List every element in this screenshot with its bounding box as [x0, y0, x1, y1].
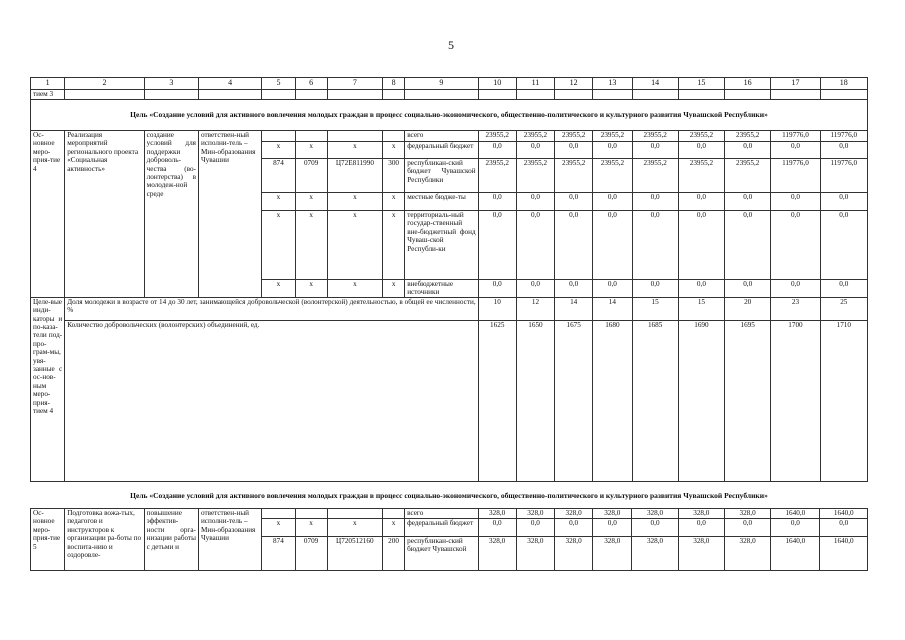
funding-value: 0,0	[678, 280, 724, 298]
empty-cell	[295, 90, 327, 100]
funding-value: 0,0	[820, 142, 867, 159]
funding-source: территориаль-ный государ-ственный вне-бюджетный фонд Чуваш-ской Республи-ки	[405, 211, 478, 280]
target-article-code: x	[327, 280, 382, 298]
funding-value: 328,0	[554, 537, 592, 571]
funding-value: 0,0	[820, 519, 868, 537]
funding-value: 0,0	[555, 193, 593, 211]
funding-value: 1640,0	[820, 509, 868, 519]
continuation-text: тием 3	[31, 90, 65, 100]
grbs-code: x	[262, 142, 295, 159]
empty-cell	[144, 90, 198, 100]
indicator-name: Количество добровольческих (волонтерских) объединений, ед.	[65, 320, 478, 481]
funding-value: 23955,2	[593, 159, 632, 193]
funding-value: 328,0	[632, 509, 678, 519]
column-header: 17	[771, 78, 820, 90]
indicator-value: 12	[516, 297, 554, 320]
funding-row	[31, 509, 868, 519]
grbs-code: x	[262, 519, 295, 537]
grbs-code	[262, 131, 295, 142]
funding-source: федеральный бюджет	[405, 142, 478, 159]
indicator-value: 25	[820, 297, 867, 320]
indicator-value: 1650	[516, 320, 554, 481]
funding-value: 0,0	[593, 280, 632, 298]
section-code: x	[295, 280, 327, 298]
funding-value: 0,0	[516, 142, 554, 159]
indicator-value: 20	[725, 297, 771, 320]
funding-value: 0,0	[771, 142, 820, 159]
event-goal: создание условий для поддержки доброволь-чества (во-лонтерства) в молодеж-ной среде	[144, 131, 198, 298]
goal-title: Цель «Создание условий для активного вовлечения молодых граждан в процесс социально-экономического, общественно-политического и культурного развития Чувашской Республики»	[31, 100, 868, 131]
funding-value: 0,0	[478, 142, 516, 159]
column-header: 15	[678, 78, 724, 90]
funding-source: внебюджетные источники	[405, 280, 478, 298]
expense-group-code: 300	[383, 159, 405, 193]
empty-cell	[262, 90, 295, 100]
funding-value: 0,0	[554, 519, 592, 537]
funding-value: 328,0	[593, 537, 632, 571]
funding-value: 119776,0	[820, 159, 867, 193]
event-number: Ос-новное меро-прия-тие 4	[31, 131, 65, 298]
funding-value: 1640,0	[771, 537, 820, 571]
funding-source: республикан-ский бюджет Чувашской	[405, 537, 478, 571]
funding-value: 328,0	[554, 509, 592, 519]
target-article-code: x	[327, 142, 382, 159]
funding-value: 0,0	[725, 211, 771, 280]
funding-value: 23955,2	[555, 159, 593, 193]
funding-value: 328,0	[632, 537, 678, 571]
indicator-value: 15	[632, 297, 678, 320]
empty-cell	[516, 90, 554, 100]
funding-source: республикан-ский бюджет Чувашской Республики	[405, 159, 478, 193]
empty-cell	[771, 90, 820, 100]
empty-cell	[820, 90, 867, 100]
funding-value: 0,0	[820, 211, 867, 280]
funding-value: 0,0	[725, 142, 771, 159]
column-header: 12	[555, 78, 593, 90]
expense-group-code: x	[383, 211, 405, 280]
funding-value: 328,0	[516, 509, 554, 519]
indicator-value: 1675	[555, 320, 593, 481]
funding-value: 0,0	[771, 280, 820, 298]
column-header: 14	[632, 78, 678, 90]
funding-value: 23955,2	[478, 159, 516, 193]
grbs-code: 874	[262, 537, 295, 571]
funding-value: 23955,2	[516, 159, 554, 193]
empty-cell	[327, 90, 382, 100]
funding-value: 23955,2	[632, 131, 678, 142]
indicator-value: 1700	[771, 320, 820, 481]
funding-value: 0,0	[725, 193, 771, 211]
empty-cell	[65, 90, 144, 100]
column-header-row	[31, 78, 868, 90]
funding-value: 328,0	[478, 537, 516, 571]
funding-value: 23955,2	[478, 131, 516, 142]
funding-value: 1640,0	[820, 537, 868, 571]
funding-value: 328,0	[478, 509, 516, 519]
funding-value: 119776,0	[771, 159, 820, 193]
funding-source: местные бюдже-ты	[405, 193, 478, 211]
funding-value: 0,0	[478, 211, 516, 280]
funding-value: 0,0	[593, 519, 632, 537]
continuation-row	[31, 90, 868, 100]
column-header: 3	[144, 78, 198, 90]
section-code: x	[295, 519, 327, 537]
empty-cell	[405, 90, 478, 100]
column-header: 4	[198, 78, 261, 90]
funding-value: 0,0	[478, 280, 516, 298]
event-executor: ответствен-ный исполни-тель – Мин-образования Чувашии	[198, 131, 261, 298]
column-header: 6	[295, 78, 327, 90]
funding-value: 0,0	[820, 280, 867, 298]
indicator-row	[31, 297, 868, 320]
event-name: Подготовка вожа-тых, педагогов и инструкторов к организации ра-боты по воспита-нию и оздоровле-	[65, 509, 144, 571]
grbs-code: x	[262, 193, 295, 211]
funding-value: 0,0	[771, 211, 820, 280]
goal-row	[31, 100, 868, 131]
funding-value: 328,0	[724, 537, 770, 571]
funding-value: 0,0	[555, 142, 593, 159]
target-article-code: x	[327, 211, 382, 280]
expense-group-code: 200	[382, 537, 404, 571]
grbs-code	[262, 509, 295, 519]
column-header: 7	[327, 78, 382, 90]
funding-value: 0,0	[725, 280, 771, 298]
funding-value: 0,0	[593, 211, 632, 280]
indicator-value: 15	[678, 297, 724, 320]
funding-value: 0,0	[678, 211, 724, 280]
expense-group-code: x	[383, 280, 405, 298]
event-executor: ответствен-ный исполни-тель – Мин-образования Чувашии	[198, 509, 261, 571]
funding-value: 23955,2	[593, 131, 632, 142]
empty-cell	[725, 90, 771, 100]
expense-group-code: x	[383, 193, 405, 211]
indicator-row	[31, 320, 868, 481]
funding-value: 23955,2	[678, 131, 724, 142]
expense-group-code	[383, 131, 405, 142]
column-header: 8	[383, 78, 405, 90]
section-code: 0709	[295, 159, 327, 193]
grbs-code: x	[262, 211, 295, 280]
empty-cell	[383, 90, 405, 100]
indicator-value: 1710	[820, 320, 867, 481]
funding-value: 23955,2	[725, 131, 771, 142]
funding-value: 23955,2	[516, 131, 554, 142]
funding-value: 1640,0	[771, 509, 820, 519]
funding-value: 0,0	[516, 519, 554, 537]
funding-value: 0,0	[678, 193, 724, 211]
event-name: Реализация мероприятий регионального проекта «Социальная активность»	[65, 131, 144, 298]
funding-value: 328,0	[724, 509, 770, 519]
funding-value: 23955,2	[678, 159, 724, 193]
empty-cell	[678, 90, 724, 100]
funding-value: 0,0	[632, 519, 678, 537]
target-article-code	[327, 131, 382, 142]
goal-row	[31, 484, 868, 509]
indicator-value: 1685	[632, 320, 678, 481]
section-code: x	[295, 193, 327, 211]
section-code	[295, 131, 327, 142]
column-header: 9	[405, 78, 478, 90]
empty-cell	[555, 90, 593, 100]
funding-value: 23955,2	[725, 159, 771, 193]
funding-value: 0,0	[724, 519, 770, 537]
funding-value: 328,0	[516, 537, 554, 571]
funding-value: 0,0	[478, 193, 516, 211]
indicators-label: Целе-вые инди-каторы и по-каза-тели под-про-грам-мы, увя-занные с ос-нов-ным меро-прия-тием 4	[31, 297, 65, 481]
event-number: Ос-новное меро-прия-тие 5	[31, 509, 65, 571]
funding-value: 0,0	[820, 193, 867, 211]
funding-value: 0,0	[632, 193, 678, 211]
section-code	[295, 509, 327, 519]
indicator-value: 10	[478, 297, 516, 320]
funding-value: 328,0	[678, 509, 724, 519]
expense-group-code: x	[383, 142, 405, 159]
funding-value: 0,0	[555, 211, 593, 280]
target-article-code	[327, 509, 382, 519]
section-code: x	[295, 142, 327, 159]
page-number: 5	[448, 38, 454, 52]
funding-value: 0,0	[555, 280, 593, 298]
empty-cell	[198, 90, 261, 100]
goal-title: Цель «Создание условий для активного вовлечения молодых граждан в процесс социально-экономического, общественно-политического и культурного развития Чувашской Республики»	[130, 490, 768, 500]
funding-source: всего	[405, 509, 478, 519]
empty-cell	[593, 90, 632, 100]
funding-value: 119776,0	[771, 131, 820, 142]
section-code: x	[295, 211, 327, 280]
target-article-code: Ц720512160	[327, 537, 382, 571]
funding-value: 0,0	[516, 211, 554, 280]
funding-source: всего	[405, 131, 478, 142]
indicator-value: 14	[593, 297, 632, 320]
funding-value: 328,0	[678, 537, 724, 571]
indicator-value: 1690	[678, 320, 724, 481]
event-goal: повышение эффектив-ности орга-низации работы с детьми и	[144, 509, 198, 571]
funding-value: 328,0	[593, 509, 632, 519]
expense-group-code	[382, 509, 404, 519]
indicator-value: 14	[555, 297, 593, 320]
column-header: 10	[478, 78, 516, 90]
program-table	[30, 77, 868, 482]
indicator-value: 1695	[725, 320, 771, 481]
funding-value: 0,0	[678, 142, 724, 159]
funding-value: 0,0	[632, 142, 678, 159]
indicator-name: Доля молодежи в возрасте от 14 до 30 лет, занимающейся добровольческой (волонтерской) деятельностью, в общей ее численности, %	[65, 297, 478, 320]
expense-group-code: x	[382, 519, 404, 537]
empty-cell	[478, 90, 516, 100]
column-header: 1	[31, 78, 65, 90]
empty-cell	[632, 90, 678, 100]
column-header: 13	[593, 78, 632, 90]
target-article-code: x	[327, 519, 382, 537]
grbs-code: 874	[262, 159, 295, 193]
indicator-value: 1680	[593, 320, 632, 481]
section-code: 0709	[295, 537, 327, 571]
funding-value: 23955,2	[555, 131, 593, 142]
program-table-continuation	[30, 484, 868, 571]
grbs-code: x	[262, 280, 295, 298]
funding-value: 0,0	[593, 193, 632, 211]
funding-value: 0,0	[771, 519, 820, 537]
funding-value: 0,0	[632, 280, 678, 298]
funding-value: 23955,2	[632, 159, 678, 193]
indicator-value: 1625	[478, 320, 516, 481]
funding-value: 0,0	[632, 211, 678, 280]
column-header: 11	[516, 78, 554, 90]
funding-value: 0,0	[516, 280, 554, 298]
indicator-value: 23	[771, 297, 820, 320]
funding-value: 0,0	[478, 519, 516, 537]
funding-value: 0,0	[593, 142, 632, 159]
funding-source: федеральный бюджет	[405, 519, 478, 537]
column-header: 2	[65, 78, 144, 90]
funding-value: 0,0	[516, 193, 554, 211]
column-header: 5	[262, 78, 295, 90]
column-header: 18	[820, 78, 867, 90]
funding-value: 0,0	[678, 519, 724, 537]
target-article-code: Ц72E811990	[327, 159, 382, 193]
target-article-code: x	[327, 193, 382, 211]
funding-row	[31, 131, 868, 142]
funding-value: 0,0	[771, 193, 820, 211]
funding-value: 119776,0	[820, 131, 867, 142]
column-header: 16	[725, 78, 771, 90]
